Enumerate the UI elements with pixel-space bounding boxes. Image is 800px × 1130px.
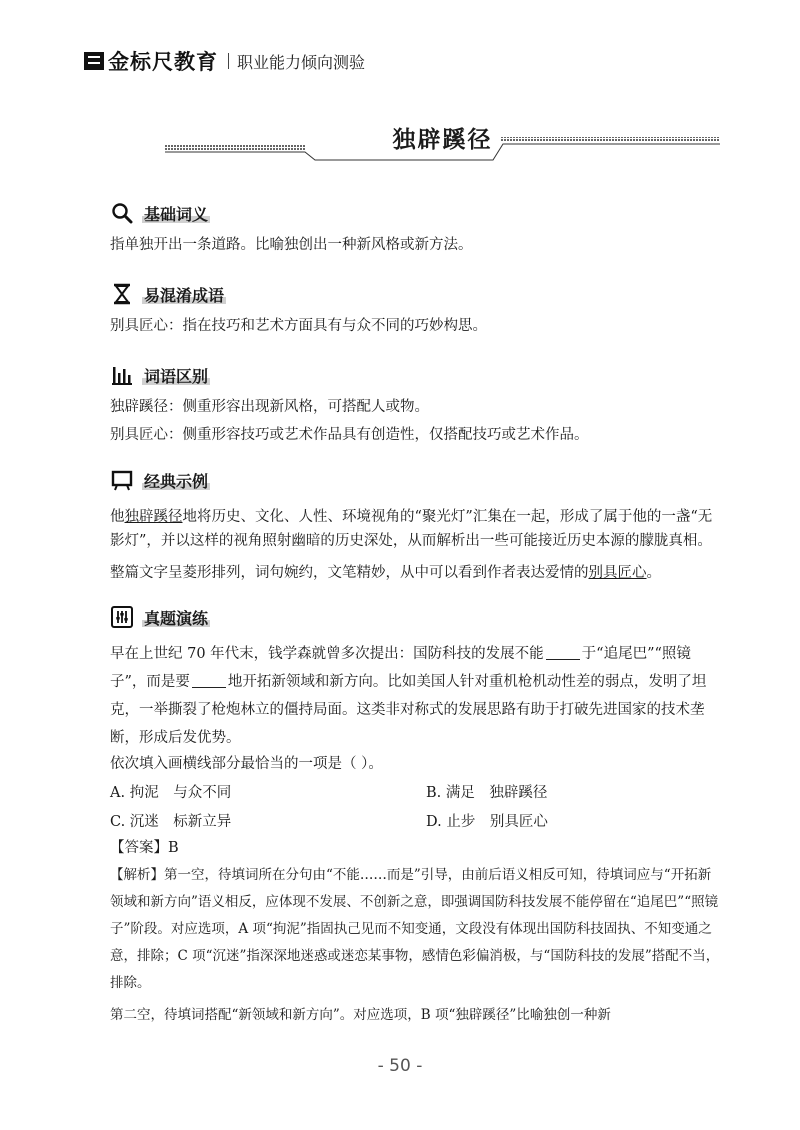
page-number: - 50 - <box>377 1056 423 1076</box>
fill-blank-2 <box>192 671 226 688</box>
difference-line-2: 别具匠心：侧重形容技巧或艺术作品具有创造性，仅搭配技巧或艺术作品。 <box>110 427 589 443</box>
header-divider <box>228 53 229 69</box>
page-title: 独辟蹊径 <box>392 126 493 153</box>
question-text: 地开拓新领域和新方向。比如美国人针对重机枪机动性差的弱点，发明了坦克，一举撕裂了枪炮林立的僵持局面。这类非对称式的发展思路有助于打破先进国家的技术垄断，形成后发优势。 <box>110 674 707 746</box>
header-subject: 职业能力倾向测验 <box>237 52 366 72</box>
section-classic-example <box>110 466 208 494</box>
question-text: 于“追尾巴”“照镜子”，而是要 <box>110 646 691 690</box>
brand-name: 金标尺教育 <box>108 50 218 74</box>
section-title: 真题演练 <box>144 606 208 629</box>
example-highlight-term: 别具匠心 <box>588 565 647 581</box>
question-text: 早在上世纪 70 年代末，钱学森就曾多次提出：国防科技的发展不能 <box>110 646 544 662</box>
example-paragraph-1 <box>110 505 722 553</box>
option-b: B. 满足 独辟蹊径 <box>426 785 548 801</box>
example-paragraph-2 <box>110 561 722 585</box>
title-banner <box>165 115 720 165</box>
analysis-paragraph-2: 第二空，待填词搭配“新领域和新方向”。对应选项，B 项“独辟蹊径”比喻独创一种新 <box>110 1007 611 1023</box>
section-exam-practice <box>110 603 208 631</box>
section-basic-meaning <box>110 199 208 227</box>
option-c: C. 沉迷 标新立异 <box>110 814 232 830</box>
section-title: 易混淆成语 <box>144 283 224 306</box>
confusing-idiom-text: 别具匠心：指在技巧和艺术方面具有与众不同的巧妙构思。 <box>110 318 487 334</box>
blackboard-icon <box>110 468 134 492</box>
example-text: 。 <box>646 565 661 581</box>
example-text: 他 <box>110 509 125 525</box>
section-confusing-idiom <box>110 280 224 308</box>
example-text: 地将历史、文化、人性、环境视角的“聚光灯”汇集在一起，形成了属于他的一盏“无影灯”，并以这样的视角照射幽暗的历史深处，从而解析出一些可能接近历史本源的朦胧真相。 <box>110 509 713 549</box>
section-title: 基础词义 <box>144 202 208 225</box>
page-header <box>84 48 365 74</box>
analysis-paragraph-1: 【解析】第一空，待填词所在分句由“不能……而是”引导，由前后语义相反可知，待填词应与“开拓新领域和新方向”语义相反，应体现不发展、不创新之意，即强调国防科技发展不能停留在“追尾巴”“照镜子”阶段。对应选项，A 项“拘泥”指固执己见而不知变通，文段没有体现出国防科技固执、不知变通之意，排除；C 项“沉迷”指深深地迷惑或迷恋某事物，感情色彩偏消极，与“国防科技的发展”搭配不当，排除。 <box>110 867 720 991</box>
difference-line-1: 独辟蹊径：侧重形容出现新风格，可搭配人或物。 <box>110 399 429 415</box>
option-d: D. 止步 别具匠心 <box>426 814 548 830</box>
question-prompt: 依次填入画横线部分最恰当的一项是（ ）。 <box>110 756 383 772</box>
magnifier-icon <box>110 201 134 225</box>
fill-blank-1 <box>546 643 580 660</box>
section-title: 经典示例 <box>144 469 208 492</box>
basic-meaning-text: 指单独开出一条道路。比喻独创出一种新风格或新方法。 <box>110 237 473 253</box>
section-title: 词语区别 <box>144 364 208 387</box>
example-text: 整篇文字呈菱形排列，词句婉约，文笔精妙，从中可以看到作者表达爱情的 <box>110 565 589 581</box>
question-stem <box>110 640 722 752</box>
brand-logo-icon <box>84 52 104 70</box>
option-a: A. 拘泥 与众不同 <box>110 785 232 801</box>
bar-chart-icon <box>110 363 134 387</box>
equalizer-icon <box>110 605 134 629</box>
hourglass-icon <box>110 282 134 306</box>
section-word-difference <box>110 361 208 389</box>
answer-line: 【答案】B <box>110 840 179 856</box>
example-highlight-term: 独辟蹊径 <box>124 509 183 525</box>
